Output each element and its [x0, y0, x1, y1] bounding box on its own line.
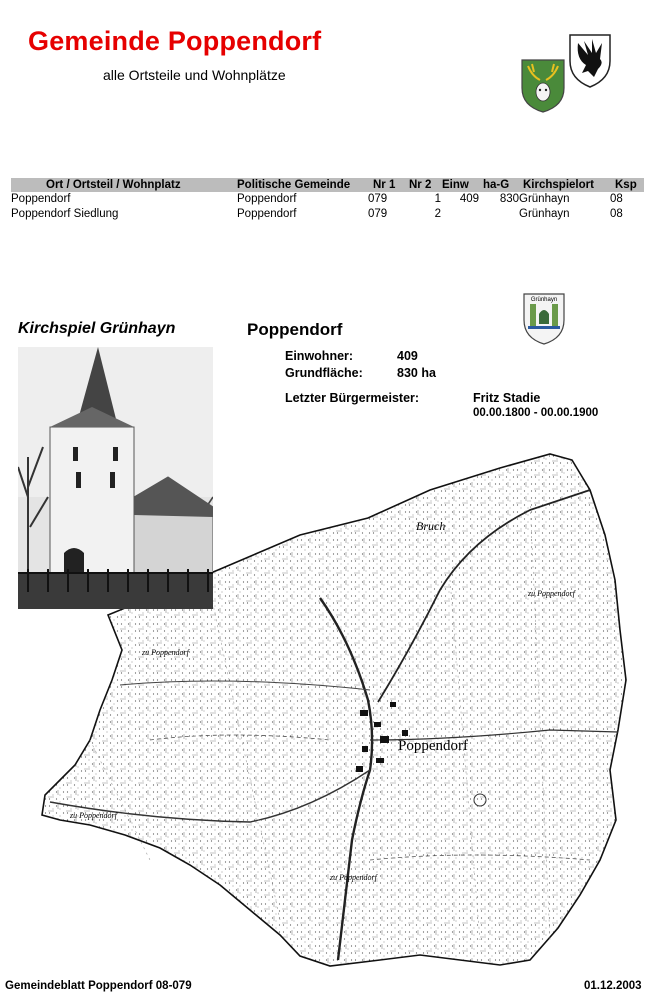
- table-cell: 1: [434, 193, 441, 205]
- district-crest-icon: [520, 58, 566, 114]
- page-subtitle: alle Ortsteile und Wohnplätze: [103, 67, 286, 83]
- column-header: ha-G: [483, 179, 510, 191]
- map-label-zu-poppendorf-w: zu Poppendorf: [142, 648, 189, 657]
- einwohner-value: 409: [397, 349, 418, 363]
- table-cell: 830: [499, 193, 519, 205]
- buergermeister-name: Fritz Stadie: [473, 391, 541, 405]
- church-image: [18, 347, 213, 609]
- church-photo: [18, 347, 213, 609]
- map-label-village: Poppendorf: [398, 738, 468, 754]
- table-row: [11, 207, 644, 222]
- table-cell: 079: [368, 193, 388, 205]
- table-cell: Poppendorf: [11, 193, 71, 205]
- map-label-zu-poppendorf-s: zu Poppendorf: [330, 873, 377, 882]
- flaeche-value: 830 ha: [397, 366, 436, 380]
- column-header: Nr 1: [373, 179, 396, 191]
- column-header: Nr 2: [409, 179, 432, 191]
- table-cell: 079: [368, 208, 388, 220]
- places-table: [11, 178, 644, 222]
- table-cell: 2: [434, 208, 441, 220]
- province-crest-icon: [568, 33, 612, 89]
- column-header: Politische Gemeinde: [237, 179, 351, 191]
- table-cell: 409: [459, 193, 479, 205]
- buergermeister-label: Letzter Bürgermeister:: [285, 391, 420, 405]
- table-header: [11, 178, 644, 192]
- table-cell: Poppendorf: [237, 193, 297, 205]
- column-header: Ort / Ortsteil / Wohnplatz: [46, 179, 181, 191]
- page-title: Gemeinde Poppendorf: [28, 26, 322, 56]
- table-cell: Poppendorf: [237, 208, 297, 220]
- parish-crest-label: Grünhayn: [530, 297, 558, 303]
- municipality-name: Poppendorf: [247, 320, 343, 339]
- table-cell: 08: [610, 208, 623, 220]
- column-header: Einw: [442, 179, 469, 191]
- column-header: Kirchspielort: [523, 179, 594, 191]
- table-cell: Poppendorf Siedlung: [11, 208, 119, 220]
- map-label-bruch: Bruch: [416, 519, 446, 533]
- kirchspiel-heading: Kirchspiel Grünhayn: [18, 320, 176, 337]
- table-cell: Grünhayn: [519, 193, 570, 205]
- einwohner-label: Einwohner:: [285, 349, 354, 363]
- buergermeister-dates: 00.00.1800 - 00.00.1900: [473, 407, 599, 419]
- flaeche-label: Grundfläche:: [285, 366, 363, 380]
- footer-document-id: Gemeindeblatt Poppendorf 08-079: [5, 980, 192, 992]
- table-cell: 08: [610, 193, 623, 205]
- table-cell: Grünhayn: [519, 208, 570, 220]
- parish-crest-icon: [522, 292, 566, 346]
- column-header: Ksp: [615, 179, 637, 191]
- map-label-zu-poppendorf-sw: zu Poppendorf: [70, 811, 117, 820]
- table-row: [11, 192, 644, 207]
- map-label-zu-poppendorf-ne: zu Poppendorf: [528, 589, 575, 598]
- footer-date: 01.12.2003: [584, 980, 642, 992]
